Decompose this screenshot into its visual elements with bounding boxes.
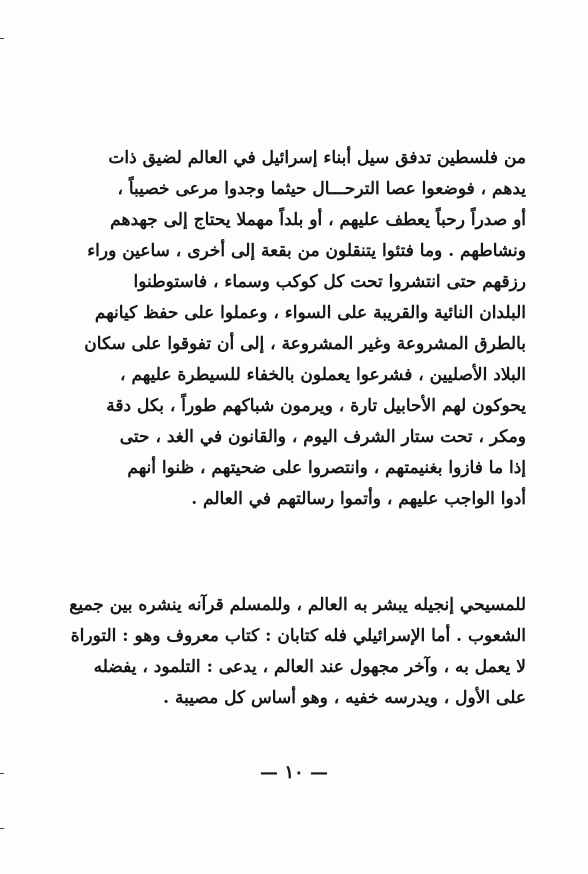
text-line: يدهم ، فوضعوا عصا الترحـــال حيثما وجدوا مرعى خصيباً ، — [117, 179, 526, 199]
text-line: أدوا الواجب عليهم ، وأتموا رسالتهم في العالم . — [191, 489, 526, 509]
scan-edge-mark — [0, 38, 4, 39]
paragraph-1 — [66, 143, 526, 515]
page-number: — ١٠ — — [260, 762, 328, 783]
text-line: رزقهم حتى انتشروا تحت كل كوكب وسماء ، فاستوطنوا — [133, 272, 526, 292]
paragraph-2 — [66, 590, 526, 714]
text-line: على الأول ، ويدرسه خفيه ، وهو أساس كل مصيبة . — [163, 688, 526, 708]
text-line: للمسيحي إنجيله يبشر به العالم ، وللمسلم قرآنه ينشره بين جميع — [69, 595, 526, 615]
text-line: البلدان النائية والقريبة على السواء ، وعملوا على حفظ كيانهم — [94, 303, 526, 323]
text-line: ونشاطهم . وما فتئوا يتنقلون من بقعة إلى أخرى ، ساعين وراء — [87, 241, 526, 261]
text-line: إذا ما فازوا بغنيمتهم ، وانتصروا على ضحيتهم ، ظنوا أنهم — [127, 458, 526, 478]
text-line: ومكر ، تحت ستار الشرف اليوم ، والقانون في الغد ، حتى — [119, 427, 526, 447]
scan-edge-mark — [0, 828, 4, 829]
text-line: الشعوب . أما الإسرائيلي فله كتابان : كتاب معروف وهو : التوراة — [70, 626, 526, 646]
text-line: البلاد الأصليين ، فشرعوا يعملون بالخفاء للسيطرة عليهم ، — [120, 365, 526, 385]
text-line: من فلسطين تدفق سيل أبناء إسرائيل في العالم لضيق ذات — [108, 148, 526, 168]
text-line: بالطرق المشروعة وغير المشروعة ، إلى أن تفوقوا على سكان — [84, 334, 526, 354]
text-line: لا يعمل به ، وآخر مجهول عند العالم ، يدعى : التلمود ، يفضله — [93, 657, 526, 677]
text-line: يحوكون لهم الأحابيل تارة ، ويرمون شباكهم طوراً ، بكل دقة — [106, 396, 526, 416]
scan-edge-mark — [0, 773, 4, 774]
text-line: أو صدراً رحباً يعطف عليهم ، أو بلداً مهملا يحتاج إلى جهدهم — [110, 210, 526, 230]
